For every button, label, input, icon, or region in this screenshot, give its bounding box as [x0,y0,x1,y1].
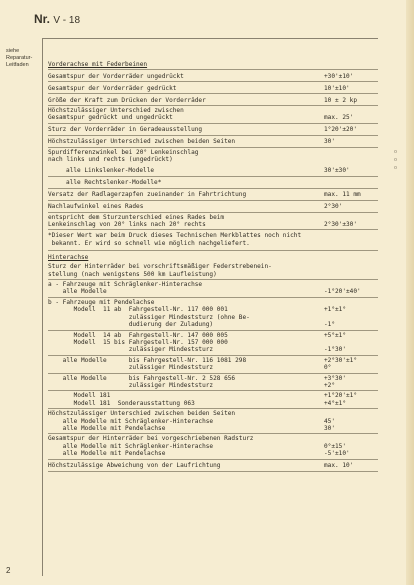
side-note-line: Leitfaden [6,62,29,68]
spec-label: Größe der Kraft zum Drücken der Vorderräder [48,96,206,104]
spec-value: 2°30' [324,203,343,211]
spec-label: Höchstzulässiger Unterschied zwischen beiden Seiten [48,138,236,146]
spec-row [48,213,378,231]
spec-value: +2°30'±1° 0° [324,356,358,372]
spec-table [48,58,378,472]
spec-row [48,70,378,82]
spec-value: +1°20'±1° +4°±1° [324,392,358,407]
spec-label: Modell 14 ab Fahrgestell-Nr. 147 000 005 Modell 15 bis Fahrgestell-Nr. 157 000 000 zulässiger Mindeststurz [73,331,228,354]
spec-row [48,177,378,189]
spec-row [48,136,378,148]
spec-value: 30' [324,138,336,146]
spec-label: Höchstzulässiger Unterschied zwischen Gesamtspur gedrückt und ungedrückt [48,107,184,122]
spec-row [48,374,378,392]
spec-value: max. 25' [324,114,354,122]
side-note-line: siehe [6,48,20,54]
spec-row [48,58,378,70]
spec-value: 1°20'±20' [324,126,358,134]
spec-row [48,165,378,177]
footnote: *Dieser Wert war beim Druck dieses Technischen Merkblattes noch nicht bekannt. Er wird so schnell wie möglich nachgeliefert. [48,230,378,251]
page-number: 2 [6,566,11,575]
spec-value: max. 11 mm [324,191,361,199]
spec-value: 2°30'±30' [324,221,358,229]
spec-label: Sturz der Hinterräder bei vorschriftsmäßiger Federstrebenein- stellung (nach wenigstens 500 km Laufleistung) [48,263,272,278]
header-code: V - 18 [53,15,81,26]
spec-value: +30'±10' [324,72,354,80]
spec-label: Höchstzulässiger Unterschied zwischen beiden Seiten alle Modelle mit Schräglenker-Hinterachse alle Modelle mit Pendelachse [48,410,236,432]
spec-value: 10 ± 2 kp [324,96,358,104]
punch-holes [394,148,397,172]
page-header [34,12,80,26]
spec-label: b - Fahrzeuge mit Pendelachse Modell 11 ab Fahrgestell-Nr. 117 000 001 zulässiger Mindeststurz (ohne Be- dudierung der Zuladung) [48,298,250,329]
spec-label: Hinterachse [48,253,89,261]
page-edge [406,0,414,585]
header-nr: Nr. [34,12,51,26]
hole-mark: o [394,157,398,163]
spec-row [48,201,378,213]
spec-row [48,280,378,298]
spec-row [48,262,378,280]
spec-value: +1°±1° -1° [324,306,347,329]
spec-row [48,189,378,201]
side-note-line: Reparatur- [6,55,33,61]
spec-row [48,251,378,262]
spec-value: 45' 30' [324,417,336,432]
spec-value: 30'±30' [324,167,350,175]
hole-mark: o [394,149,398,155]
spec-label: entspricht dem Sturzunterschied eines Rades beim Lenkeinschlag von 20° links nach 20° rechts [48,213,225,229]
top-rule [42,38,378,39]
spec-row [48,82,378,94]
spec-value: -1°20'±40' [324,288,361,296]
spec-row [48,298,378,331]
spec-label: alle Linkslenker-Modelle [66,167,155,175]
side-note [6,48,32,69]
spec-row [48,356,378,374]
spec-label: alle Modelle bis Fahrgestell-Nr. 116 1081 298 zulässiger Mindeststurz [62,356,247,372]
spec-value: +5°±1° -1°30' [324,331,347,354]
spec-label: Gesamtspur der Vorderräder ungedrückt [48,72,184,80]
spec-label: Sturz der Vorderräder in Geradeausstellung [48,126,203,134]
spec-row [48,391,378,409]
spec-label: Vorderachse mit Federbeinen [48,60,148,68]
spec-value: max. 10' [324,462,354,470]
spec-value: 10'±10' [324,84,350,92]
spec-row [48,106,378,124]
spec-row [48,331,378,356]
spec-value: 0°±15' -5'±10' [324,442,350,458]
spec-value: +3°30' +2° [324,374,347,389]
spec-row [48,94,378,106]
spec-label: a - Fahrzeuge mit Schräglenker-Hinterachse alle Modelle [48,281,203,296]
spec-row [48,409,378,434]
left-rule [42,38,43,576]
spec-row [48,148,378,165]
spec-label: Spurdifferenzwinkel bei 20° Lenkeinschlag nach links und rechts (ungedrückt) [48,148,199,164]
spec-row [48,460,378,472]
spec-label: Nachlaufwinkel eines Rades [48,203,144,211]
hole-mark: o [394,165,398,171]
spec-row [48,434,378,459]
spec-label: alle Rechtslenker-Modelle* [66,179,162,187]
spec-label: Versatz der Radlagerzapfen zueinander in Fahrtrichtung [48,191,247,199]
spec-label: Höchstzulässige Abweichung von der Laufrichtung [48,462,221,470]
spec-label: Gesamtspur der Hinterräder bei vorgeschriebenen Radsturz alle Modelle mit Schräglenker-Hinterachse alle Modelle mit Pendelachse [48,435,254,458]
spec-label: Gesamtspur der Vorderräder gedrückt [48,84,177,92]
spec-row [48,124,378,136]
spec-label: Modell 181 Modell 181 Sonderausstattung 063 [73,392,195,407]
spec-label: alle Modelle bis Fahrgestell-Nr. 2 528 656 zulässiger Mindeststurz [62,374,236,389]
